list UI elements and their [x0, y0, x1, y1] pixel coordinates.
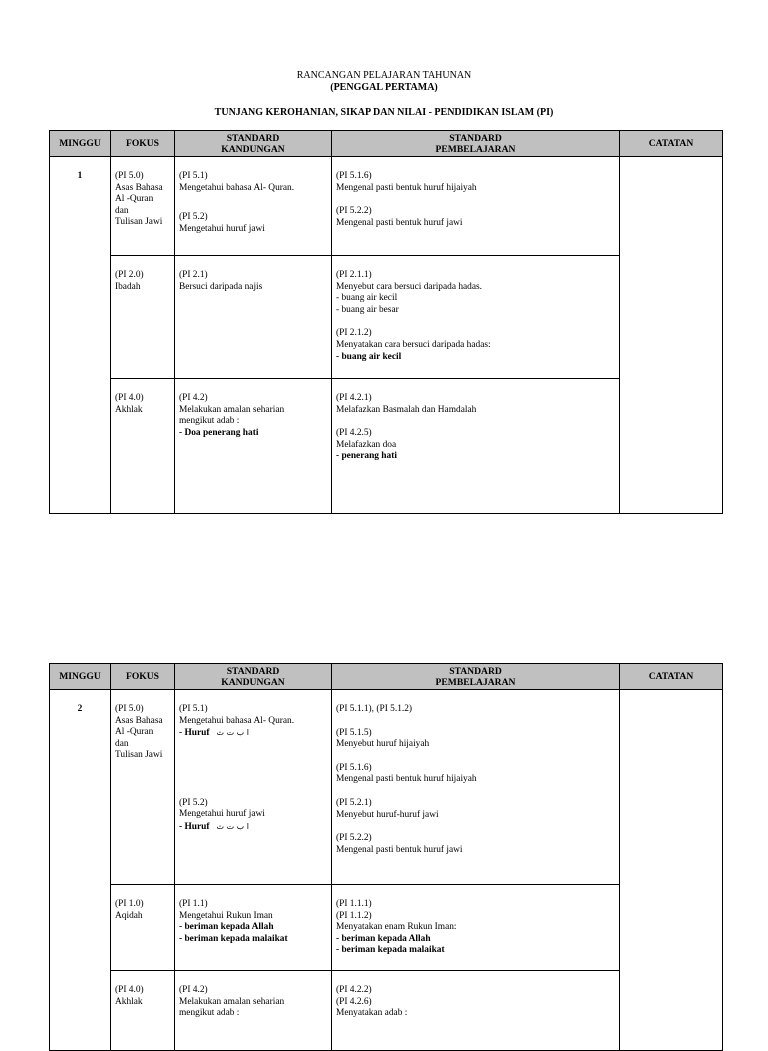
doc-title: RANCANGAN PELAJARAN TAHUNAN	[296, 70, 472, 81]
standard-pembelajaran-cell: (PI 2.1.1) Menyebut cara bersuci daripada hadas. - buang air kecil - buang air besar (PI 2.1.2) Menyatakan cara bersuci daripada hadas: - buang air kecil	[332, 256, 620, 379]
standard-pembelajaran-cell: (PI 5.1.1), (PI 5.1.2) (PI 5.1.5) Menyebut huruf hijaiyah (PI 5.1.6) Mengenal pasti bentuk huruf hijaiyah (PI 5.2.1) Menyebut huruf-huruf jawi (PI 5.2.2) Mengenal pasti bentuk huruf jawi	[332, 690, 620, 885]
week-number: 1	[50, 157, 111, 514]
standard-pembelajaran-cell: (PI 4.2.2) (PI 4.2.6) Menyatakan adab :	[332, 971, 620, 1051]
doc-term: (PENGGAL PERTAMA)	[330, 82, 438, 93]
col-header-standard-kandungan: STANDARD KANDUNGAN	[175, 664, 332, 690]
fokus-cell: (PI 2.0) Ibadah	[111, 256, 175, 379]
standard-kandungan-cell: (PI 4.2) Melakukan amalan seharian mengikut adab :	[175, 971, 332, 1051]
col-header-minggu: MINGGU	[50, 131, 111, 157]
standard-pembelajaran-cell: (PI 4.2.1) Melafazkan Basmalah dan Hamdalah (PI 4.2.5) Melafazkan doa - penerang hati	[332, 379, 620, 514]
lesson-table-week-1	[49, 130, 723, 514]
col-header-fokus: FOKUS	[111, 131, 175, 157]
fokus-cell: (PI 5.0) Asas Bahasa Al -Quran dan Tulisan Jawi	[111, 157, 175, 256]
fokus-cell: (PI 5.0) Asas Bahasa Al -Quran dan Tulisan Jawi	[111, 690, 175, 885]
table-header-row	[50, 131, 723, 157]
catatan-cell	[620, 157, 723, 514]
fokus-cell: (PI 1.0) Aqidah	[111, 885, 175, 971]
fokus-cell: (PI 4.0) Akhlak	[111, 379, 175, 514]
table-header-row	[50, 664, 723, 690]
table-row	[50, 157, 723, 256]
arabic-letters-text: ا ب ت ث	[216, 821, 249, 831]
standard-kandungan-cell: (PI 2.1) Bersuci daripada najis	[175, 256, 332, 379]
standard-kandungan-cell: (PI 4.2) Melakukan amalan seharian mengikut adab : - Doa penerang hati	[175, 379, 332, 514]
arabic-letters-text: ا ب ت ث	[216, 728, 249, 738]
col-header-standard-kandungan: STANDARD KANDUNGAN	[175, 131, 332, 157]
doc-subject: TUNJANG KEROHANIAN, SIKAP DAN NILAI - PENDIDIKAN ISLAM (PI)	[214, 107, 554, 118]
col-header-fokus: FOKUS	[111, 664, 175, 690]
col-header-minggu: MINGGU	[50, 664, 111, 690]
col-header-standard-pembelajaran: STANDARD PEMBELAJARAN	[332, 131, 620, 157]
standard-kandungan-cell: (PI 5.1) Mengetahui bahasa Al- Quran. (PI 5.2) Mengetahui huruf jawi	[175, 157, 332, 256]
table-row	[50, 690, 723, 885]
col-header-catatan: CATATAN	[620, 131, 723, 157]
fokus-cell: (PI 4.0) Akhlak	[111, 971, 175, 1051]
lesson-table-week-2	[49, 663, 723, 1051]
col-header-catatan: CATATAN	[620, 664, 723, 690]
week-number: 2	[50, 690, 111, 1051]
col-header-standard-pembelajaran: STANDARD PEMBELAJARAN	[332, 664, 620, 690]
standard-pembelajaran-cell: (PI 5.1.6) Mengenal pasti bentuk huruf hijaiyah (PI 5.2.2) Mengenal pasti bentuk huruf jawi	[332, 157, 620, 256]
standard-kandungan-cell: (PI 5.1) Mengetahui bahasa Al- Quran. - Huruf ا ب ت ث (PI 5.2) Mengetahui huruf jawi - Huruf ا ب ت ث	[175, 690, 332, 885]
standard-pembelajaran-cell: (PI 1.1.1) (PI 1.1.2) Menyatakan enam Rukun Iman: - beriman kepada Allah - beriman kepada malaikat	[332, 885, 620, 971]
catatan-cell	[620, 690, 723, 1051]
standard-kandungan-cell: (PI 1.1) Mengetahui Rukun Iman - beriman kepada Allah - beriman kepada malaikat	[175, 885, 332, 971]
